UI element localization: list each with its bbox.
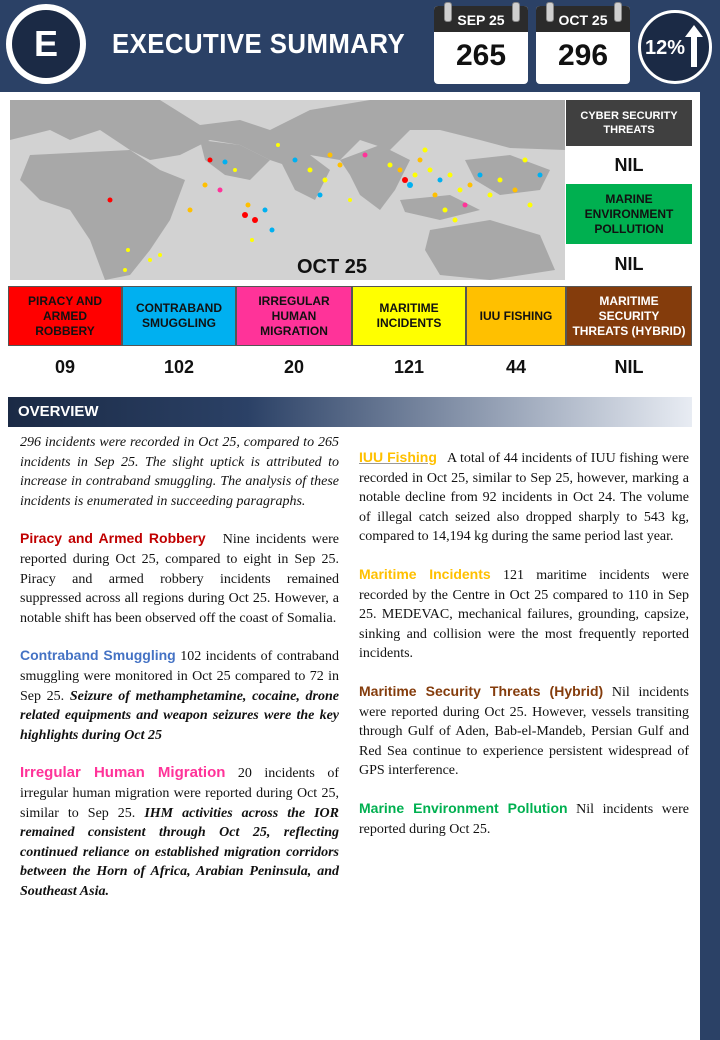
- category-maritime-incidents: MARITIME INCIDENTS: [352, 286, 466, 346]
- calendar-ring-icon: [610, 2, 626, 22]
- mst-heading: Maritime Security Threats (Hybrid): [359, 682, 604, 699]
- maritime-incidents-paragraph: [359, 565, 689, 664]
- category-contraband: CONTRABAND SMUGGLING: [122, 286, 236, 346]
- prev-month-count: 265: [455, 39, 507, 72]
- ihm-heading: Irregular Human Migration: [20, 764, 226, 782]
- cyber-security-label: CYBER SECURITY THREATS: [566, 100, 692, 146]
- iuu-count: 44: [505, 357, 527, 377]
- mst-paragraph: [359, 682, 689, 781]
- mep-text: Nil incidents were reported during Oct 25.: [359, 801, 689, 837]
- ihm-paragraph: [20, 763, 339, 901]
- contraband-text: 102 incidents of contraband smuggling were monitored in Oct 25 compared to 72 in Sep 25.: [20, 649, 340, 704]
- iuu-text: A total of 44 incidents of IUU fishing were recorded in Oct 25, similar to Sep 25, however, marking a notable decline from 92 incidents in Oct 24. The volume of illegal catch seized also dropped sharply to 543 kg, compared to 14,194 kg during the same period last year.: [359, 451, 690, 545]
- marine-pollution-value: NIL: [566, 244, 692, 284]
- piracy-count: 09: [54, 357, 76, 377]
- trend-up-arrow-icon: [683, 23, 705, 69]
- map-month-label: OCT 25: [297, 256, 368, 278]
- section-badge: [6, 4, 86, 84]
- change-percent: 12%: [645, 37, 686, 59]
- ihm-emphasis: IHM activities across the IOR remained consistent through Oct 25, reflecting continued reliance on established migration corridors between the Horn of Africa, Arabian Peninsula, and Southeast Asia.: [20, 805, 340, 899]
- category-mst-hybrid: MARITIME SECURITY THREATS (HYBRID): [566, 286, 692, 346]
- ihm-text: 20 incidents of irregular human migration were reported during Oct 25, similar to Sep 25.: [20, 766, 339, 821]
- maritime-incidents-heading: Maritime Incidents: [359, 565, 491, 582]
- category-ihm: IRREGULAR HUMAN MIGRATION: [236, 286, 352, 346]
- maritime-incidents-text: 121 maritime incidents were recorded by the Centre in Oct 25 compared to 110 in Sep 25. MEDEVAC, mechanical failures, grounding, capsize, sinking and collision were the most frequently reported incidents.: [359, 567, 690, 662]
- category-piracy: PIRACY AND ARMED ROBBERY: [8, 286, 122, 346]
- calendar-ring-icon: [440, 2, 456, 22]
- calendar-ring-icon: [508, 2, 524, 22]
- overview-left-column: [20, 433, 339, 901]
- maritime-incidents-count: 121: [393, 357, 425, 377]
- marine-pollution-label: MARINE ENVIRONMENT POLLUTION: [566, 184, 692, 244]
- overview-right-column: [359, 448, 689, 839]
- section-letter: E: [12, 10, 80, 78]
- curr-month-label: OCT 25: [536, 6, 630, 32]
- curr-month-count: 296: [557, 39, 609, 72]
- page-title: EXECUTIVE SUMMARY: [112, 28, 406, 59]
- header-bar: [0, 0, 720, 92]
- trend-indicator: [638, 10, 712, 84]
- mst-text: Nil incidents were reported during Oct 25. However, vessels transiting through Gulf of Aden, Bab-el-Mandeb, Persian Gulf and Red Sea continue to experience persistent widespread of GPS interference.: [359, 684, 690, 779]
- right-border-bar: [700, 92, 720, 1040]
- overview-intro: 296 incidents were recorded in Oct 25, compared to 265 incidents in Sep 25. The slight uptick is attributed to increase in contraband smuggling. The analysis of these incidents is enumerated in succeeding paragraphs.: [20, 435, 339, 509]
- ihm-count: 20: [283, 357, 305, 377]
- contraband-count: 102: [163, 357, 195, 377]
- world-map-graphic: [10, 100, 565, 280]
- contraband-paragraph: [20, 646, 339, 745]
- mep-heading: Marine Environment Pollution: [359, 799, 568, 816]
- category-iuu: IUU FISHING: [466, 286, 566, 346]
- mep-paragraph: [359, 799, 689, 839]
- iuu-heading: IUU Fishing: [359, 449, 437, 465]
- prev-month-label: SEP 25: [434, 6, 528, 32]
- piracy-paragraph: [20, 529, 339, 628]
- iuu-paragraph: [359, 448, 689, 547]
- contraband-emphasis: Seizure of methamphetamine, cocaine, drone related equipments and weapon seizures were the key highlights during Oct 25: [20, 688, 339, 743]
- piracy-heading: Piracy and Armed Robbery: [20, 530, 206, 547]
- cyber-security-value: NIL: [566, 146, 692, 184]
- mst-hybrid-count: NIL: [614, 357, 644, 377]
- overview-header: [8, 397, 692, 427]
- incident-map: [10, 100, 565, 280]
- piracy-text: Nine incidents were reported during Oct 25, compared to eight in Sep 25. Piracy and armed robbery incidents remained suppressed across all regions during Oct 25. However, a notable shift has been observed off the coast of Somalia.: [20, 532, 339, 626]
- calendar-ring-icon: [542, 2, 558, 22]
- contraband-heading: Contraband Smuggling: [20, 647, 176, 664]
- overview-title: OVERVIEW: [18, 403, 99, 420]
